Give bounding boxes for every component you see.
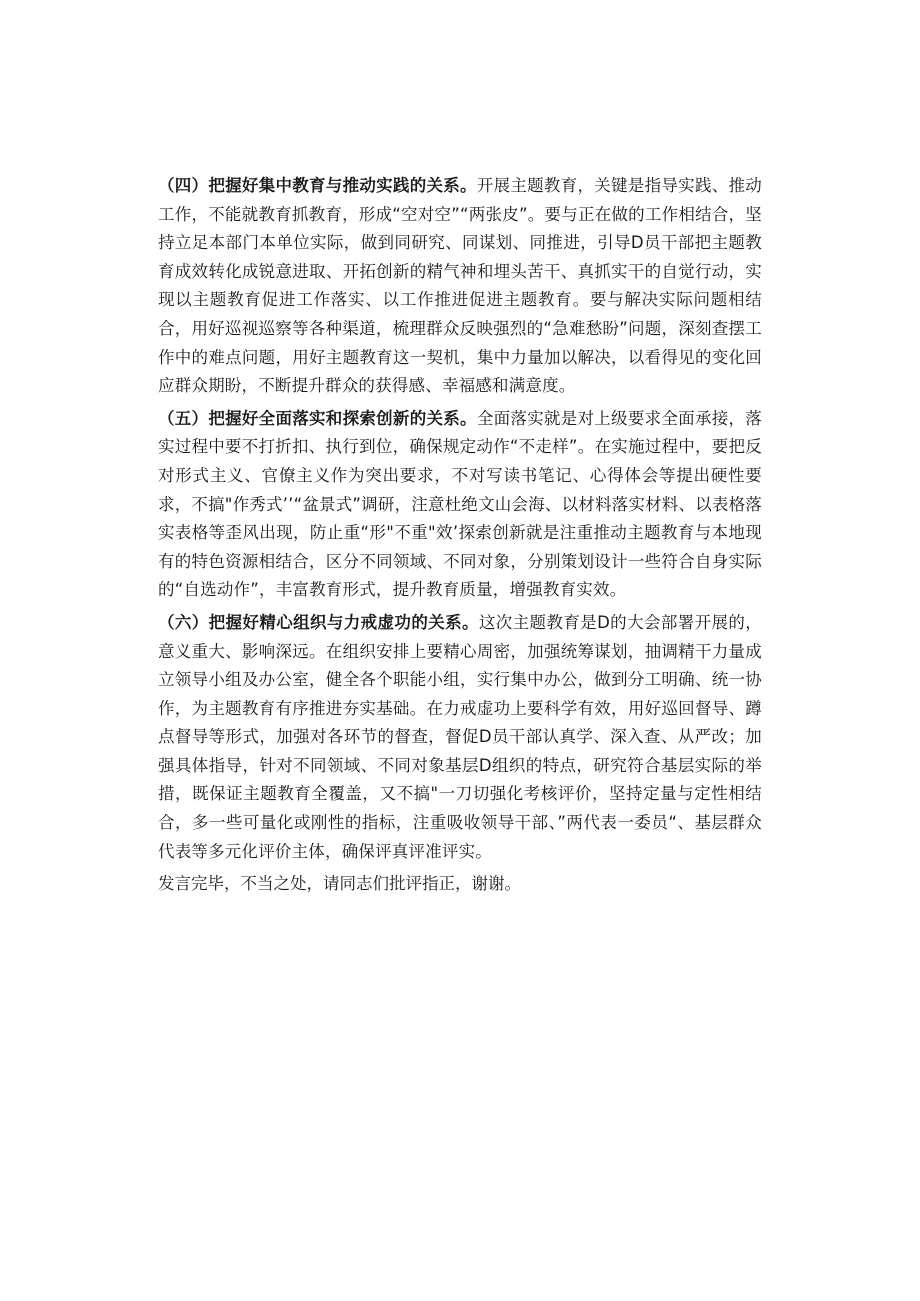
section-5-body: 全面落实就是对上级要求全面承接，落实过程中要不打折扣、执行到位，确保规定动作“不走样”。在实施过程中，要把反对形式主义、官僚主义作为突出要求，不对写读书笔记、心得体会等提出硬性要求，不搞"作秀式’’“盆景式”调研，注意杜绝文山会海、以材料落实材料、以表格落实表格等歪风出现，防止重“形"不重"效’探索创新就是注重推动主题教育与本地现有的特色资源相结合，区分不同领域、不同对象，分别策划设计一些符合自身实际的“自选动作”，丰富教育形式，提升教育质量，增强教育实效。: [158, 408, 762, 600]
section-4: [158, 172, 762, 401]
section-4-body: 开展主题教育，关键是指导实践、推动工作，不能就教育抓教育，形成“空对空”“两张皮”。要与正在做的工作相结合，坚持立足本部门本单位实际，做到同研究、同谋划、同推进，引导D员干部把主题教育成效转化成锐意进取、开拓创新的精气神和埋头苦干、真抓实干的自觉行动，实现以主题教育促进工作落实、以工作推进促进主题教育。要与解决实际问题相结合，用好巡视巡察等各种渠道，梳理群众反映强烈的“急难愁盼”问题，深刻查摆工作中的难点问题，用好主题教育这一契机，集中力量加以解决，以看得见的变化回应群众期盼，不断提升群众的获得感、幸福感和满意度。: [158, 176, 762, 396]
document-page: [158, 172, 762, 899]
section-5-heading: （五）把握好全面落实和探索创新的关系。: [158, 408, 477, 428]
section-6: [158, 609, 762, 866]
section-4-heading: （四）把握好集中教育与推动实践的关系。: [158, 176, 477, 195]
section-6-heading: （六）把握好精心组织与力戒虚功的关系。: [158, 612, 479, 632]
closing-remark: 发言完毕，不当之处，请同志们批评指正，谢谢。: [158, 874, 521, 894]
section-6-body: 这次主题教育是D的大会部署开展的，意义重大、影响深远。在组织安排上要精心周密，加强统筹谋划，抽调精干力量成立领导小组及办公室，健全各个职能小组，实行集中办公，做到分工明确、统一协作，为主题教育有序推进夯实基础。在力戒虚功上要科学有效，用好巡回督导、蹲点督导等形式，加强对各环节的督查，督促D员干部认真学、深入查、从严改；加强具体指导，针对不同领域、不同对象基层D组织的特点，研究符合基层实际的举措，既保证主题教育全覆盖，又不搞"一刀切强化考核评价，坚持定量与定性相结合，多一些可量化或刚性的指标，注重吸收领导干部、”两代表一委员“、基层群众代表等多元化评价主体，确保评真评准评实。: [158, 612, 762, 861]
section-5: [158, 405, 762, 605]
